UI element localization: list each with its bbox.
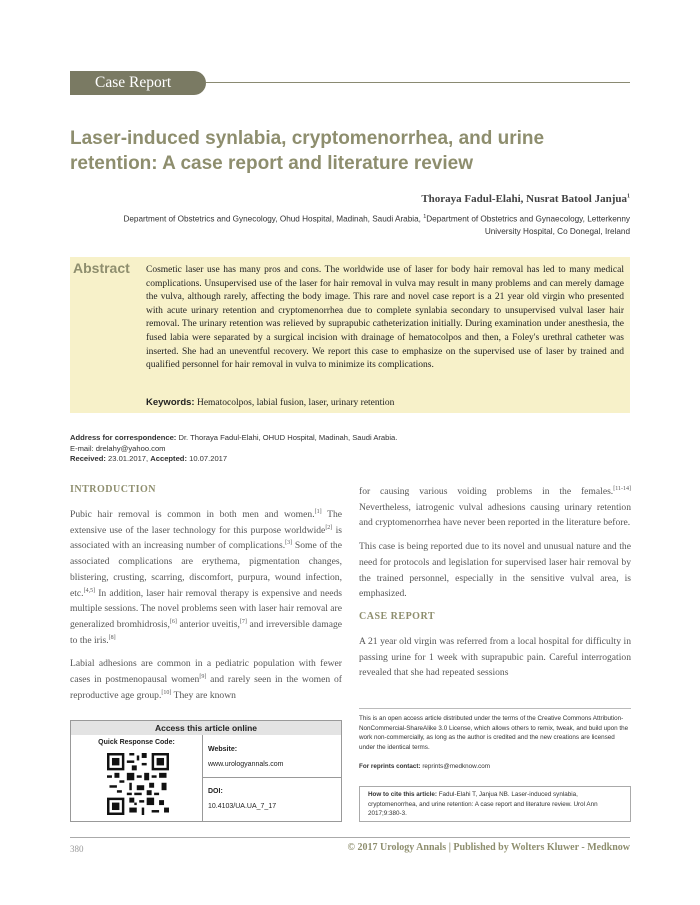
website-link[interactable]: www.urologyannals.com <box>208 761 284 768</box>
keywords: Keywords: Hematocolpos, labial fusion, laser, urinary retention <box>146 397 395 408</box>
qr-code-icon[interactable] <box>107 753 169 815</box>
page-number: 380 <box>70 844 84 854</box>
reprints-email[interactable]: reprints@medknow.com <box>422 763 490 770</box>
abstract-text: Cosmetic laser use has many pros and cons. The worldwide use of laser for body hair removal has led to many medical complications. Unsupervised use of the laser for hair removal in vulva may result in many problems and can merely damage the vulva, although rarely, affecting the body image. This rare and novel case report is a 21 year old virgin who presented with acute urinary retention and cryptomenorrhea due to complete synlabia secondary to unsupervised vulval laser hair removal. The urinary retention was relieved by suprapubic catheterization initially. During examination under anesthesia, the fused labia were separated by a surgical incision with drainage of hematocolpos and then, a Foley's urethral catheter was inserted. She had an uneventful recovery. We report this case to emphasize on the supervised use of laser by trained and qualified personnel for hair removal in vulva to minimize its complications. <box>146 265 624 371</box>
access-online-box <box>70 720 342 822</box>
doi-divider <box>202 777 341 778</box>
intro-paragraph-4: This case is being reported due to its novel and unusual nature and the need for protocols and legislation for supervised laser hair removal by the trained personnel, especially in the sensitive vulval area, is emphasized. <box>359 541 631 600</box>
access-heading: Access this article online <box>71 721 341 735</box>
reprints-contact: For reprints contact: reprints@medknow.com <box>359 763 490 770</box>
doi-label: DOI: <box>208 788 223 795</box>
right-column <box>359 484 631 681</box>
intro-paragraph-3: for causing various voiding problems in the females.[11-14] Nevertheless, iatrogenic vulval adhesions causing urinary retention and cryptomenorrhea have never been reported in the literature before. <box>359 485 631 529</box>
footer-publisher: © 2017 Urology Annals | Published by Wolters Kluwer - Medknow <box>347 842 630 853</box>
doi-link[interactable]: 10.4103/UA.UA_7_17 <box>208 803 277 810</box>
authors: Thoraya Fadul-Elahi, Nusrat Batool Janjua$^1$ <box>421 193 630 205</box>
case-report-heading: CASE REPORT <box>359 610 435 622</box>
intro-paragraph-2: Labial adhesions are common in a pediatric population with fewer cases in postmenopausal women[9] and rarely seen in the women of reproductive age group.[10] They are known <box>70 658 342 701</box>
affiliations: Department of Obstetrics and Gynecology, Ohud Hospital, Madinah, Saudi Arabia, $^1$Department of Obstetrics and Gynaecology, Letterkenny University Hospital, Co Donegal, Ireland <box>123 214 630 236</box>
open-access-notice: This is an open access article distributed under the terms of the Creative Commons Attribution-NonCommercial-ShareAlike 3.0 License, which allows others to remix, tweak, and build upon the work non-commercially, as long as the author is credited and the new creations are licensed under the identical terms. <box>359 715 629 752</box>
abstract-label: Abstract <box>73 260 130 276</box>
article-title: Laser-induced synlabia, cryptomenorrhea, and urine retention: A case report and literature review <box>70 128 545 174</box>
access-divider <box>202 735 203 821</box>
case-report-paragraph-1: A 21 year old virgin was referred from a local hospital for difficulty in passing urine for 1 week with suprapubic pain. Careful interrogation revealed that she had repeated sessions <box>359 635 631 679</box>
citation-box: How to cite this article: Fadul-Elahi T, Janjua NB. Laser-induced synlabia, cryptomenorrhea, and urine retention: A case report and literature review. Urol Ann 2017;9:380-3. <box>359 786 631 822</box>
left-column <box>70 484 342 703</box>
intro-heading: INTRODUCTION <box>70 484 157 495</box>
section-rule <box>206 82 630 83</box>
open-access-rule <box>359 708 631 709</box>
footer-rule <box>70 837 630 838</box>
correspondence-email: E-mail: drelahy@yahoo.com <box>70 443 166 453</box>
section-tab <box>70 71 206 95</box>
intro-paragraph-1: Pubic hair removal is common in both men and women.[1] The extensive use of the laser technology for this purpose worldwide[2] is associated with an increasing number of complications.[3] Some of the associated complications are erythema, pigmentation changes, blistering, crusting, scarring, discomfort, purpura, wound infection, etc.[4,5] In addition, laser hair removal therapy is expensive and needs multiple sessions. The novel problems seen with laser hair removal are generalized bromhidrosis,[6] anterior uveitis,[7] and irreversible damage to the iris.[8] <box>70 508 343 646</box>
section-label: Case Report <box>95 74 172 91</box>
website-label: Website: <box>208 746 238 753</box>
qr-label: Quick Response Code: <box>98 739 175 746</box>
correspondence: Address for correspondence: Dr. Thoraya Fadul-Elahi, OHUD Hospital, Madinah, Saudi Arabia. E-mail: drelahy@yahoo.com Received: 23.01.2017, Accepted: 10.07.2017 <box>70 433 630 465</box>
